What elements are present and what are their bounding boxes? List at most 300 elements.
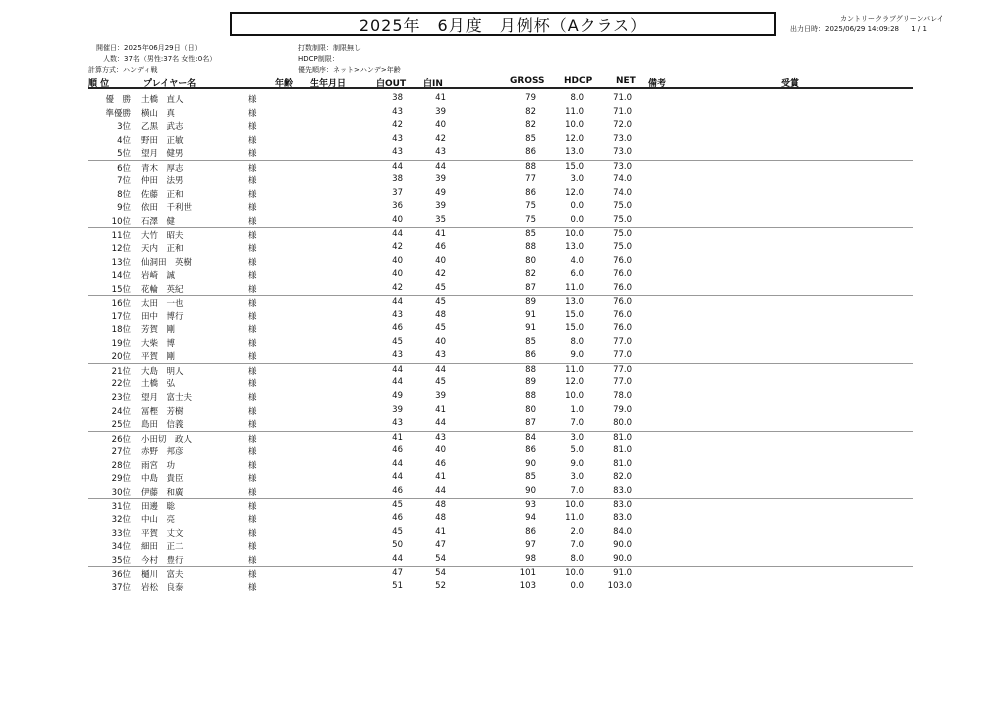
rank-cell: 5位 xyxy=(117,149,131,160)
player-name-cell: 赤野 邦彦 xyxy=(141,447,184,458)
out-score-cell: 47 xyxy=(392,568,403,579)
table-row xyxy=(88,498,913,512)
in-score-cell: 42 xyxy=(435,269,446,280)
out-score-cell: 43 xyxy=(392,309,403,320)
hdcp-cell: 12.0 xyxy=(565,187,584,198)
out-score-cell: 45 xyxy=(392,526,403,537)
out-score-cell: 43 xyxy=(392,106,403,117)
out-score-cell: 46 xyxy=(392,512,403,523)
rank-cell: 8位 xyxy=(117,189,131,200)
table-row xyxy=(88,417,913,431)
player-name-cell: 田中 博行 xyxy=(141,311,184,322)
gross-cell: 91 xyxy=(525,309,536,320)
out-score-cell: 44 xyxy=(392,297,403,308)
gross-cell: 86 xyxy=(525,147,536,158)
net-cell: 78.0 xyxy=(613,391,632,402)
table-row xyxy=(88,485,913,499)
in-score-cell: 40 xyxy=(435,255,446,266)
in-score-cell: 35 xyxy=(435,214,446,225)
honorific-cell: 様 xyxy=(248,203,257,214)
net-cell: 76.0 xyxy=(613,309,632,320)
player-name-cell: 仙洞田 英樹 xyxy=(141,257,193,268)
gross-cell: 98 xyxy=(525,553,536,564)
table-row xyxy=(88,566,913,580)
honorific-cell: 様 xyxy=(248,284,257,295)
net-cell: 83.0 xyxy=(613,500,632,511)
table-row xyxy=(88,580,913,594)
hdcp-cell: 8.0 xyxy=(570,93,584,103)
honorific-cell: 様 xyxy=(248,299,257,310)
out-score-cell: 49 xyxy=(392,391,403,402)
net-cell: 75.0 xyxy=(613,229,632,240)
table-row xyxy=(88,268,913,282)
player-name-cell: 岩崎 誠 xyxy=(141,271,176,282)
table-row xyxy=(88,227,913,241)
rank-cell: 30位 xyxy=(111,487,131,498)
in-score-cell: 52 xyxy=(435,580,446,591)
gross-cell: 89 xyxy=(525,297,536,308)
net-cell: 76.0 xyxy=(613,297,632,308)
header-birthdate: 生年月日 xyxy=(310,79,347,89)
in-score-cell: 48 xyxy=(435,309,446,320)
out-score-cell: 44 xyxy=(392,553,403,564)
table-row xyxy=(88,526,913,540)
in-score-cell: 54 xyxy=(435,553,446,564)
header-out: 白OUT xyxy=(376,79,407,89)
rank-cell: 35位 xyxy=(111,555,131,566)
player-name-cell: 天内 正和 xyxy=(141,244,184,255)
net-cell: 73.0 xyxy=(613,147,632,158)
gross-cell: 87 xyxy=(525,282,536,293)
table-row xyxy=(88,187,913,201)
rank-cell: 34位 xyxy=(111,542,131,553)
gross-cell: 85 xyxy=(525,336,536,347)
rank-cell: 37位 xyxy=(111,582,131,593)
net-cell: 73.0 xyxy=(613,133,632,144)
net-cell: 83.0 xyxy=(613,512,632,523)
player-name-cell: 細田 正二 xyxy=(141,542,184,553)
net-cell: 77.0 xyxy=(613,350,632,361)
hdcp-cell: 2.0 xyxy=(570,526,584,537)
player-name-cell: 土橋 弘 xyxy=(141,379,176,390)
in-score-cell: 43 xyxy=(435,147,446,158)
gross-cell: 97 xyxy=(525,540,536,551)
in-score-cell: 43 xyxy=(435,350,446,361)
in-score-cell: 41 xyxy=(435,93,446,103)
hdcp-cell: 3.0 xyxy=(570,174,584,185)
in-score-cell: 48 xyxy=(435,500,446,511)
in-score-cell: 41 xyxy=(435,404,446,415)
rank-cell: 7位 xyxy=(117,176,131,187)
in-score-cell: 43 xyxy=(435,432,446,443)
honorific-cell: 様 xyxy=(248,542,257,553)
header-in: 白IN xyxy=(423,79,443,89)
table-row xyxy=(88,146,913,160)
hdcp-cell: 1.0 xyxy=(570,404,584,415)
rank-cell: 26位 xyxy=(111,434,131,445)
rank-cell: 19位 xyxy=(111,338,131,349)
player-name-cell: 佐藤 正和 xyxy=(141,189,184,200)
player-name-cell: 岩松 良泰 xyxy=(141,582,184,593)
rank-cell: 28位 xyxy=(111,460,131,471)
hdcp-cell: 15.0 xyxy=(565,309,584,320)
rank-cell: 6位 xyxy=(117,163,131,174)
rank-cell: 31位 xyxy=(111,502,131,513)
gross-cell: 85 xyxy=(525,472,536,483)
player-name-cell: 乙黒 武志 xyxy=(141,122,184,133)
gross-cell: 75 xyxy=(525,201,536,212)
hdcp-cell: 0.0 xyxy=(570,214,584,225)
player-name-cell: 望月 富士夫 xyxy=(141,393,193,404)
out-score-cell: 40 xyxy=(392,255,403,266)
out-score-cell: 44 xyxy=(392,472,403,483)
player-name-cell: 花輪 英紀 xyxy=(141,284,184,295)
hdcp-cell: 11.0 xyxy=(565,364,584,375)
net-cell: 72.0 xyxy=(613,120,632,131)
table-row xyxy=(88,404,913,418)
in-score-cell: 45 xyxy=(435,377,446,388)
out-score-cell: 45 xyxy=(392,500,403,511)
header-age: 年齢 xyxy=(275,79,294,89)
rank-cell: 4位 xyxy=(117,135,131,146)
player-name-cell: 横山 真 xyxy=(141,108,176,119)
out-score-cell: 42 xyxy=(392,120,403,131)
rank-cell: 27位 xyxy=(111,447,131,458)
hdcp-cell: 8.0 xyxy=(570,336,584,347)
header-gross: GROSS xyxy=(510,76,545,86)
player-name-cell: 中島 貴臣 xyxy=(141,474,184,485)
rank-cell: 16位 xyxy=(111,299,131,310)
rank-cell: 17位 xyxy=(111,311,131,322)
table-row xyxy=(88,376,913,390)
rank-cell: 33位 xyxy=(111,528,131,539)
in-score-cell: 39 xyxy=(435,174,446,185)
net-cell: 74.0 xyxy=(613,174,632,185)
hdcp-cell: 10.0 xyxy=(565,120,584,131)
in-score-cell: 46 xyxy=(435,458,446,469)
in-score-cell: 54 xyxy=(435,568,446,579)
honorific-cell: 様 xyxy=(248,244,257,255)
in-score-cell: 45 xyxy=(435,323,446,334)
player-name-cell: 土橋 直人 xyxy=(141,95,184,105)
net-cell: 76.0 xyxy=(613,323,632,334)
hdcp-cell: 7.0 xyxy=(570,540,584,551)
player-name-cell: 平賀 丈文 xyxy=(141,528,184,539)
in-score-cell: 48 xyxy=(435,512,446,523)
gross-cell: 75 xyxy=(525,214,536,225)
honorific-cell: 様 xyxy=(248,528,257,539)
gross-cell: 84 xyxy=(525,432,536,443)
table-row xyxy=(88,512,913,526)
table-row xyxy=(88,106,913,120)
table-row xyxy=(88,349,913,363)
hdcp-cell: 10.0 xyxy=(565,391,584,402)
honorific-cell: 様 xyxy=(248,502,257,513)
honorific-cell: 様 xyxy=(248,257,257,268)
in-score-cell: 46 xyxy=(435,242,446,253)
net-cell: 84.0 xyxy=(613,526,632,537)
hdcp-cell: 5.0 xyxy=(570,445,584,456)
table-row xyxy=(88,458,913,472)
in-score-cell: 41 xyxy=(435,229,446,240)
hdcp-cell: 3.0 xyxy=(570,472,584,483)
gross-cell: 86 xyxy=(525,526,536,537)
honorific-cell: 様 xyxy=(248,366,257,377)
table-row xyxy=(88,336,913,350)
player-name-cell: 雨宮 功 xyxy=(141,460,176,471)
player-name-cell: 石澤 健 xyxy=(141,216,176,227)
net-cell: 81.0 xyxy=(613,445,632,456)
rank-cell: 18位 xyxy=(111,325,131,336)
table-row xyxy=(88,92,913,106)
player-name-cell: 大島 明人 xyxy=(141,366,184,377)
table-row xyxy=(88,173,913,187)
honorific-cell: 様 xyxy=(248,460,257,471)
gross-cell: 88 xyxy=(525,161,536,172)
hdcp-cell: 6.0 xyxy=(570,269,584,280)
gross-cell: 88 xyxy=(525,242,536,253)
gross-cell: 88 xyxy=(525,364,536,375)
in-score-cell: 40 xyxy=(435,336,446,347)
out-score-cell: 40 xyxy=(392,269,403,280)
gross-cell: 82 xyxy=(525,106,536,117)
honorific-cell: 様 xyxy=(248,352,257,363)
meta-players: 人数：37名（男性:37名 女性:0名） xyxy=(103,55,217,63)
net-cell: 79.0 xyxy=(613,404,632,415)
rank-cell: 10位 xyxy=(111,216,131,227)
hdcp-cell: 11.0 xyxy=(565,106,584,117)
out-score-cell: 43 xyxy=(392,147,403,158)
gross-cell: 85 xyxy=(525,229,536,240)
table-row xyxy=(88,160,913,174)
meta-hdcp-limit: HDCP制限： xyxy=(298,55,339,63)
in-score-cell: 44 xyxy=(435,364,446,375)
gross-cell: 89 xyxy=(525,377,536,388)
player-name-cell: 依田 千利世 xyxy=(141,203,193,214)
in-score-cell: 41 xyxy=(435,472,446,483)
player-name-cell: 大柴 博 xyxy=(141,338,176,349)
player-name-cell: 小田切 政人 xyxy=(141,434,193,445)
hdcp-cell: 15.0 xyxy=(565,323,584,334)
rank-cell: 優 勝 xyxy=(105,95,131,105)
honorific-cell: 様 xyxy=(248,487,257,498)
net-cell: 71.0 xyxy=(613,93,632,103)
gross-cell: 93 xyxy=(525,500,536,511)
honorific-cell: 様 xyxy=(248,582,257,593)
out-score-cell: 45 xyxy=(392,336,403,347)
in-score-cell: 45 xyxy=(435,297,446,308)
hdcp-cell: 7.0 xyxy=(570,418,584,429)
honorific-cell: 様 xyxy=(248,176,257,187)
net-cell: 82.0 xyxy=(613,472,632,483)
honorific-cell: 様 xyxy=(248,514,257,525)
honorific-cell: 様 xyxy=(248,434,257,445)
honorific-cell: 様 xyxy=(248,474,257,485)
in-score-cell: 44 xyxy=(435,418,446,429)
table-row xyxy=(88,431,913,445)
out-score-cell: 51 xyxy=(392,580,403,591)
hdcp-cell: 0.0 xyxy=(570,201,584,212)
out-score-cell: 44 xyxy=(392,229,403,240)
hdcp-cell: 13.0 xyxy=(565,147,584,158)
gross-cell: 77 xyxy=(525,174,536,185)
net-cell: 77.0 xyxy=(613,377,632,388)
in-score-cell: 40 xyxy=(435,120,446,131)
gross-cell: 90 xyxy=(525,485,536,496)
player-name-cell: 伊藤 和廣 xyxy=(141,487,184,498)
out-score-cell: 40 xyxy=(392,214,403,225)
honorific-cell: 様 xyxy=(248,189,257,200)
header-hdcp: HDCP xyxy=(564,76,593,86)
table-row xyxy=(88,200,913,214)
in-score-cell: 44 xyxy=(435,161,446,172)
rank-cell: 14位 xyxy=(111,271,131,282)
table-row xyxy=(88,553,913,567)
table-header xyxy=(88,75,913,89)
gross-cell: 88 xyxy=(525,391,536,402)
in-score-cell: 44 xyxy=(435,485,446,496)
rank-cell: 3位 xyxy=(117,122,131,133)
honorific-cell: 様 xyxy=(248,406,257,417)
table-row xyxy=(88,322,913,336)
net-cell: 73.0 xyxy=(613,161,632,172)
in-score-cell: 41 xyxy=(435,526,446,537)
net-cell: 77.0 xyxy=(613,336,632,347)
out-score-cell: 46 xyxy=(392,485,403,496)
hdcp-cell: 10.0 xyxy=(565,229,584,240)
gross-cell: 79 xyxy=(525,93,536,103)
honorific-cell: 様 xyxy=(248,135,257,146)
rank-cell: 準優勝 xyxy=(105,108,131,119)
net-cell: 80.0 xyxy=(613,418,632,429)
gross-cell: 91 xyxy=(525,323,536,334)
player-name-cell: 野田 正敏 xyxy=(141,135,184,146)
net-cell: 81.0 xyxy=(613,432,632,443)
out-score-cell: 38 xyxy=(392,174,403,185)
table-row xyxy=(88,444,913,458)
out-score-cell: 36 xyxy=(392,201,403,212)
net-cell: 71.0 xyxy=(613,106,632,117)
net-cell: 103.0 xyxy=(607,580,632,591)
net-cell: 76.0 xyxy=(613,282,632,293)
out-score-cell: 44 xyxy=(392,161,403,172)
gross-cell: 85 xyxy=(525,133,536,144)
honorific-cell: 様 xyxy=(248,149,257,160)
printed-datetime: 出力日時：2025/06/29 14:09:28 xyxy=(790,25,900,33)
table-row xyxy=(88,471,913,485)
header-remarks: 備考 xyxy=(648,79,667,89)
hdcp-cell: 13.0 xyxy=(565,242,584,253)
in-score-cell: 47 xyxy=(435,540,446,551)
table-row xyxy=(88,214,913,228)
hdcp-cell: 9.0 xyxy=(570,350,584,361)
out-score-cell: 43 xyxy=(392,133,403,144)
player-name-cell: 芳賀 剛 xyxy=(141,325,176,336)
hdcp-cell: 12.0 xyxy=(565,377,584,388)
player-name-cell: 中山 亮 xyxy=(141,514,176,525)
in-score-cell: 49 xyxy=(435,187,446,198)
rank-cell: 21位 xyxy=(111,366,131,377)
out-score-cell: 43 xyxy=(392,350,403,361)
player-name-cell: 冨樫 芳樹 xyxy=(141,406,184,417)
rank-cell: 20位 xyxy=(111,352,131,363)
honorific-cell: 様 xyxy=(248,420,257,431)
document-title: 2025年 6月度 月例杯（Aクラス） xyxy=(230,12,776,36)
in-score-cell: 40 xyxy=(435,445,446,456)
in-score-cell: 39 xyxy=(435,106,446,117)
header-net: NET xyxy=(616,76,636,86)
gross-cell: 86 xyxy=(525,350,536,361)
out-score-cell: 41 xyxy=(392,432,403,443)
printed-info xyxy=(790,24,927,34)
rank-cell: 11位 xyxy=(111,231,131,242)
rank-cell: 36位 xyxy=(111,570,131,581)
gross-cell: 82 xyxy=(525,120,536,131)
out-score-cell: 38 xyxy=(392,93,403,103)
player-name-cell: 今村 豊行 xyxy=(141,555,184,566)
gross-cell: 103 xyxy=(519,580,536,591)
honorific-cell: 様 xyxy=(248,555,257,566)
honorific-cell: 様 xyxy=(248,122,257,133)
table-row xyxy=(88,282,913,296)
rank-cell: 15位 xyxy=(111,284,131,295)
table-row xyxy=(88,363,913,377)
player-name-cell: 望月 健男 xyxy=(141,149,184,160)
table-row xyxy=(88,539,913,553)
gross-cell: 94 xyxy=(525,512,536,523)
net-cell: 76.0 xyxy=(613,255,632,266)
meta-calc-method: 計算方式：ハンディ戦 xyxy=(88,66,158,74)
gross-cell: 90 xyxy=(525,458,536,469)
rank-cell: 32位 xyxy=(111,514,131,525)
honorific-cell: 様 xyxy=(248,216,257,227)
hdcp-cell: 12.0 xyxy=(565,133,584,144)
player-name-cell: 樋川 富夫 xyxy=(141,570,184,581)
out-score-cell: 46 xyxy=(392,445,403,456)
table-row xyxy=(88,390,913,404)
gross-cell: 86 xyxy=(525,445,536,456)
net-cell: 77.0 xyxy=(613,364,632,375)
net-cell: 91.0 xyxy=(613,568,632,579)
player-name-cell: 島田 信義 xyxy=(141,420,184,431)
out-score-cell: 43 xyxy=(392,418,403,429)
honorific-cell: 様 xyxy=(248,271,257,282)
results-table-body xyxy=(88,92,913,593)
in-score-cell: 45 xyxy=(435,282,446,293)
hdcp-cell: 11.0 xyxy=(565,282,584,293)
net-cell: 81.0 xyxy=(613,458,632,469)
out-score-cell: 44 xyxy=(392,364,403,375)
in-score-cell: 42 xyxy=(435,133,446,144)
meta-date: 開催日：2025年06月29日（日） xyxy=(96,44,202,52)
gross-cell: 80 xyxy=(525,255,536,266)
hdcp-cell: 8.0 xyxy=(570,553,584,564)
player-name-cell: 太田 一也 xyxy=(141,299,184,310)
rank-cell: 23位 xyxy=(111,393,131,404)
honorific-cell: 様 xyxy=(248,393,257,404)
player-name-cell: 仲田 法男 xyxy=(141,176,184,187)
player-name-cell: 田邊 聡 xyxy=(141,502,176,513)
net-cell: 90.0 xyxy=(613,553,632,564)
in-score-cell: 39 xyxy=(435,201,446,212)
honorific-cell: 様 xyxy=(248,95,257,105)
rank-cell: 25位 xyxy=(111,420,131,431)
player-name-cell: 平賀 剛 xyxy=(141,352,176,363)
in-score-cell: 39 xyxy=(435,391,446,402)
hdcp-cell: 9.0 xyxy=(570,458,584,469)
rank-cell: 24位 xyxy=(111,406,131,417)
hdcp-cell: 4.0 xyxy=(570,255,584,266)
